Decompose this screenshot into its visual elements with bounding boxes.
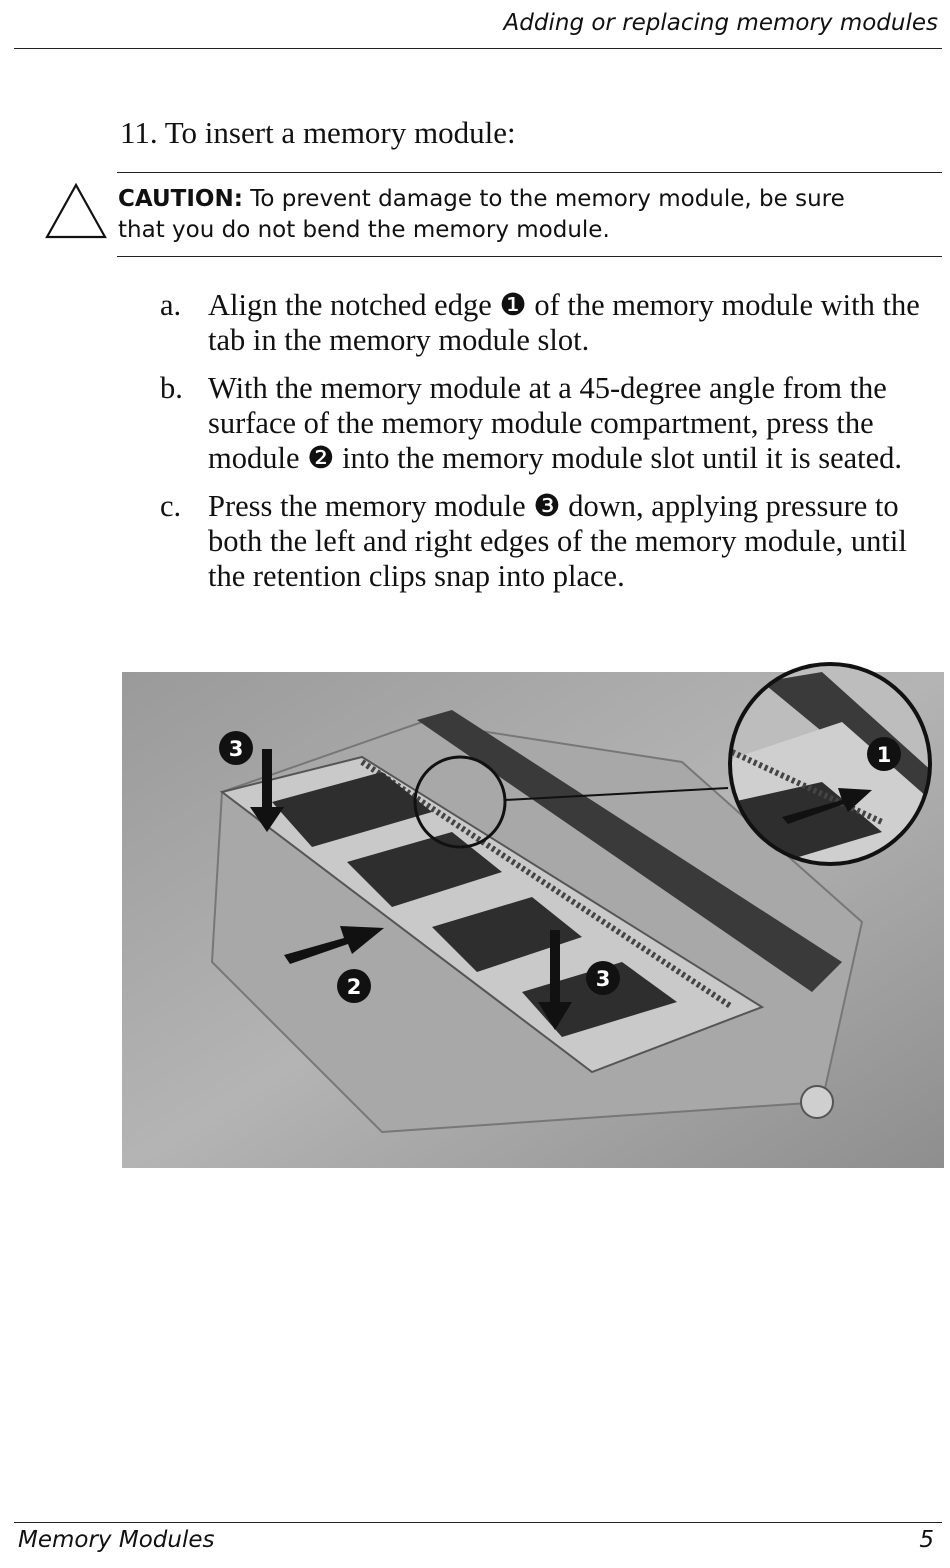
caution-rule-bottom <box>117 256 942 257</box>
callout-1 <box>867 737 901 771</box>
caution-note <box>118 184 898 246</box>
substep-text: With the memory module at a 45-degree angle from the surface of the memory module compartment, press the module ❷ into the memory module slot until it is seated. <box>208 371 903 475</box>
step-heading: 11. To insert a memory module: <box>120 115 516 150</box>
caution-triangle-icon <box>44 182 108 240</box>
substep-c <box>160 489 940 594</box>
caution-rule-top <box>117 172 942 173</box>
substep-a <box>160 288 940 358</box>
substep-letter: a. <box>160 288 182 322</box>
running-head: Adding or replacing memory modules <box>503 10 938 36</box>
callout-label: 3 <box>228 737 244 761</box>
callout-2 <box>337 969 371 1003</box>
header-rule <box>14 48 942 49</box>
callout-label: 3 <box>595 967 611 991</box>
callout-3-right <box>586 961 620 995</box>
footer-section: Memory Modules <box>18 1527 215 1553</box>
substep-b <box>160 371 940 476</box>
callout-3-left <box>219 731 253 765</box>
substep-letter: b. <box>160 371 183 405</box>
substep-list <box>160 288 940 607</box>
substep-letter: c. <box>160 489 182 523</box>
screw-icon <box>801 1086 833 1118</box>
page-number: 5 <box>919 1527 934 1553</box>
caution-label: CAUTION: <box>118 186 243 212</box>
substep-text: Press the memory module ❸ down, applying pressure to both the left and right edges of the memory module, until the retention clips snap into place. <box>208 489 907 593</box>
substep-text: Align the notched edge ❶ of the memory module with the tab in the memory module slot. <box>208 288 920 357</box>
callout-label: 1 <box>876 743 892 767</box>
callout-label: 2 <box>346 975 362 999</box>
caution-message: To prevent damage to the memory module, be sure that you do not bend the memory module. <box>118 186 845 243</box>
footer-rule <box>14 1522 942 1523</box>
memory-module-illustration <box>122 662 944 1168</box>
